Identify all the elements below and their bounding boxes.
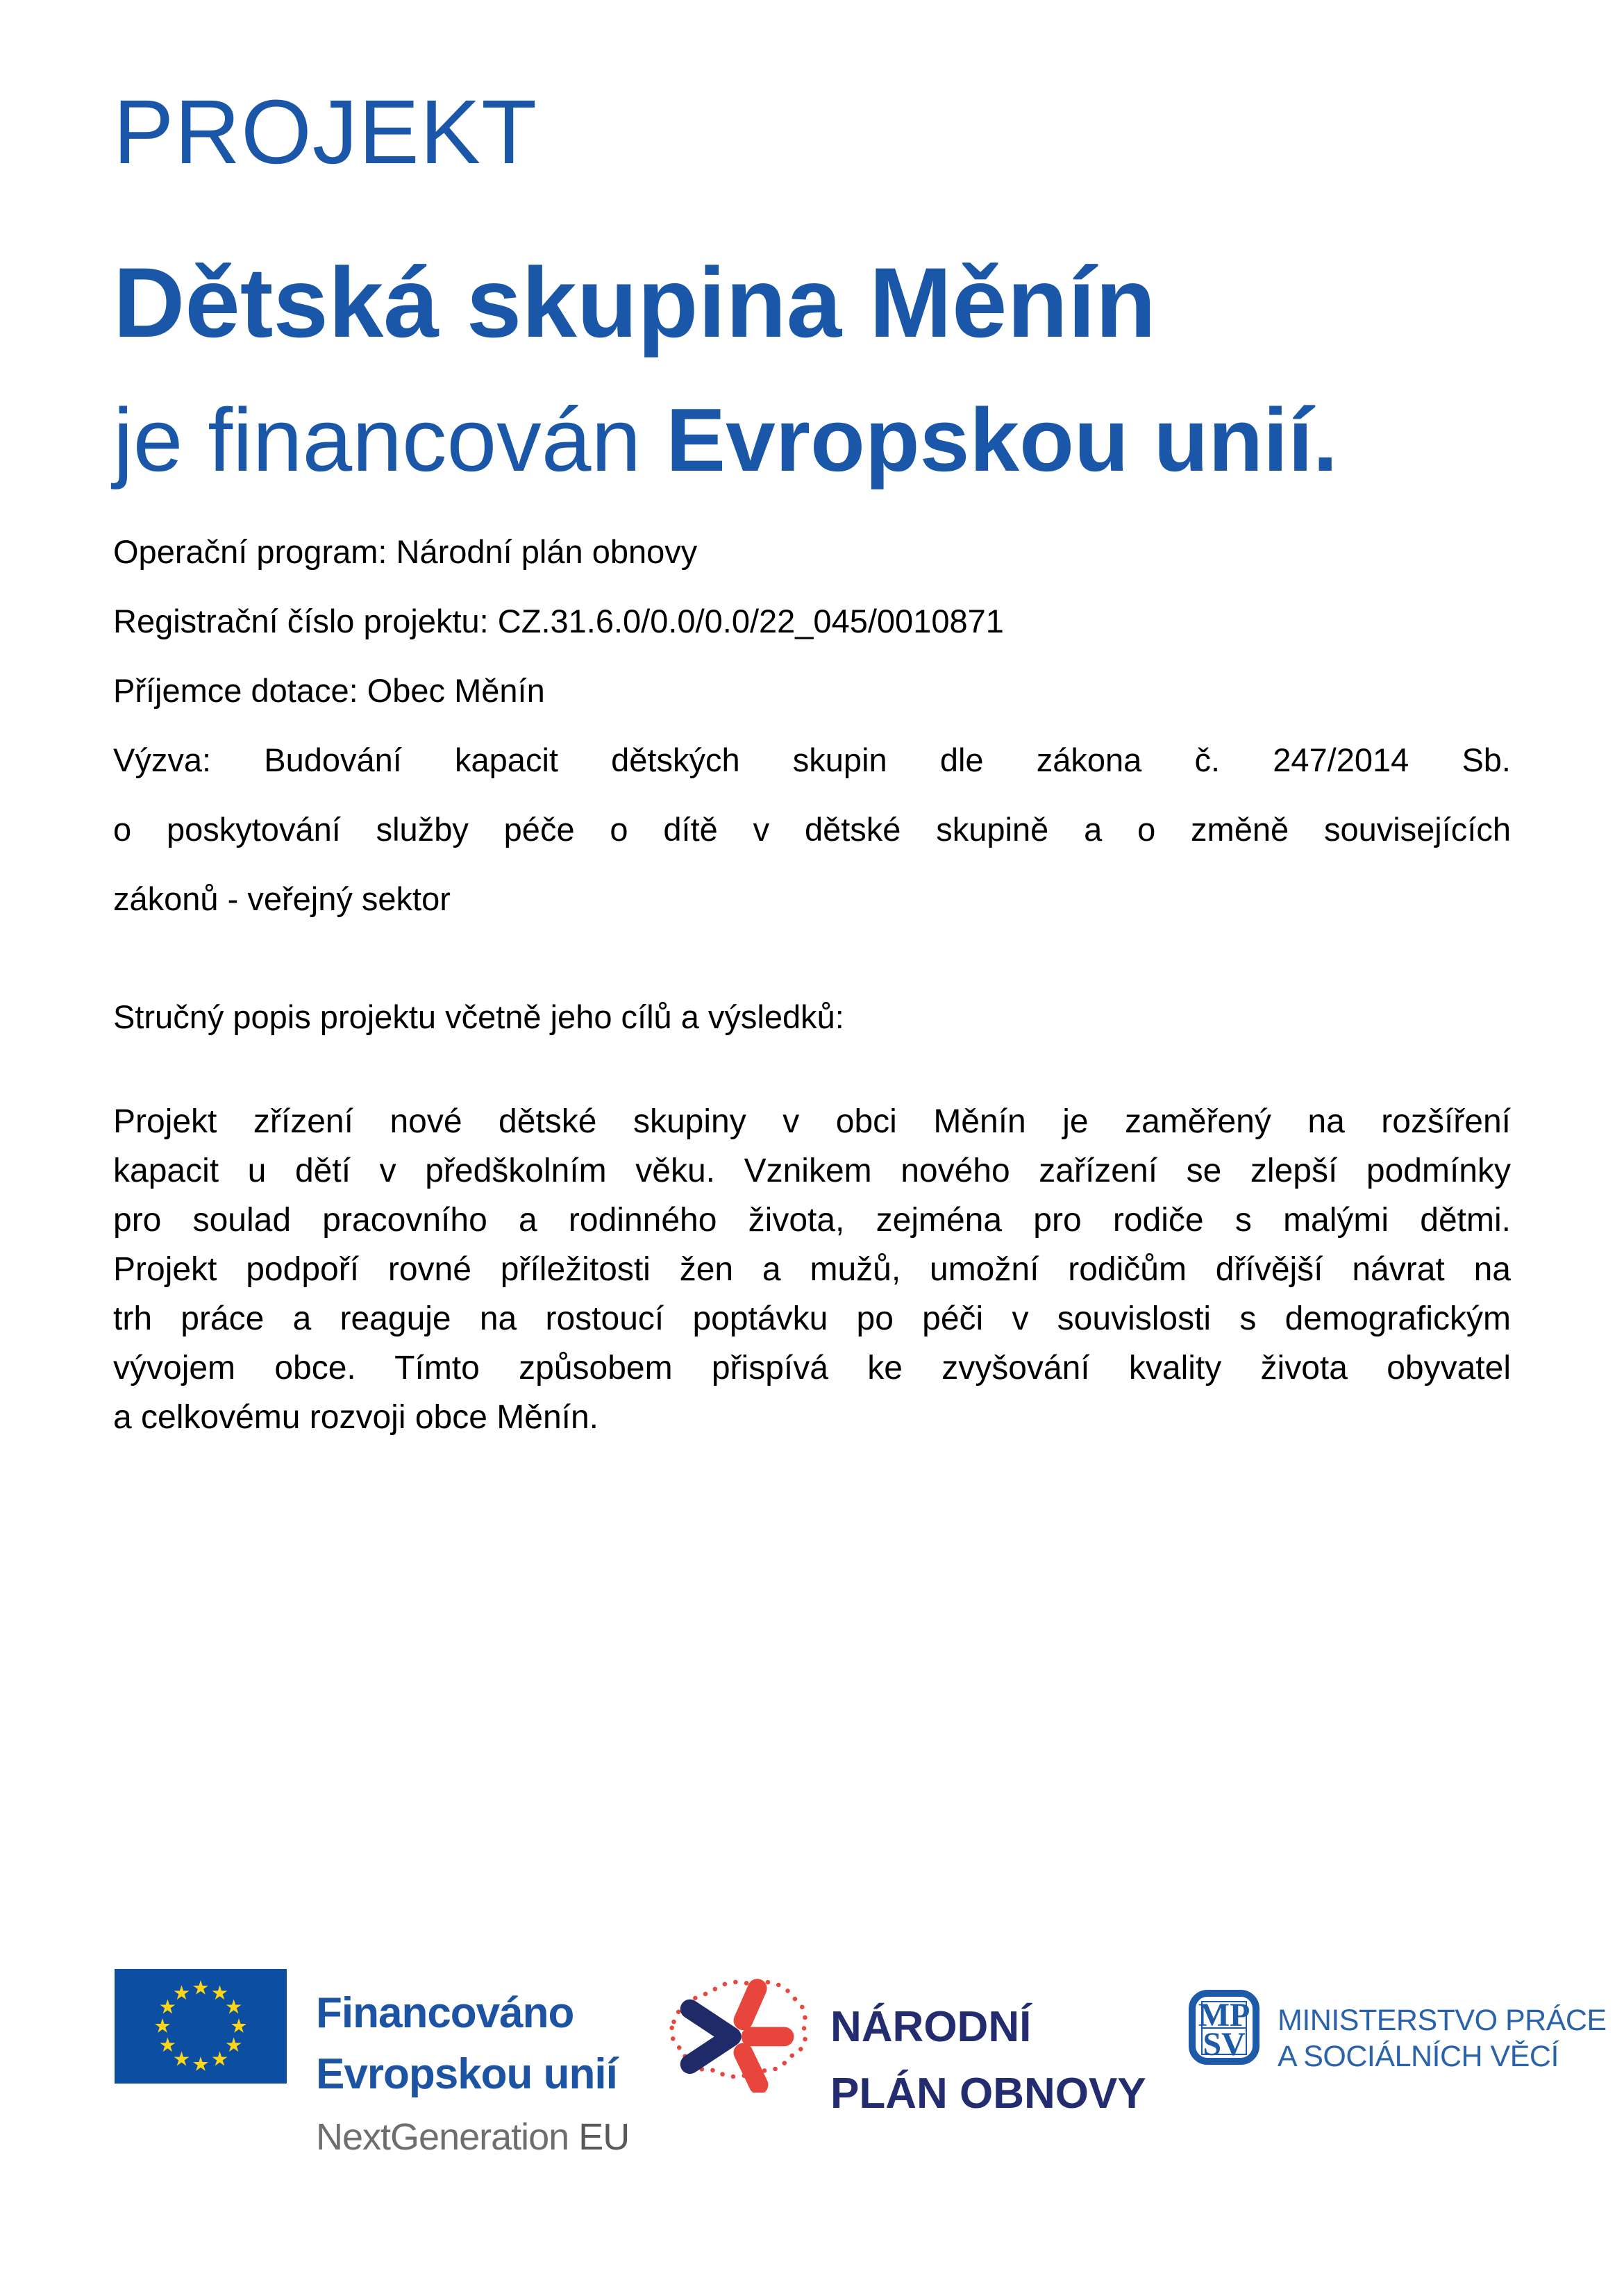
info-line-call-3: zákonů - veřejný sektor bbox=[113, 880, 451, 917]
page-title: Dětská skupina Měnín bbox=[113, 248, 1156, 358]
description-line: Projekt zřízení nové dětské skupiny v obci Měnín je zaměřený na rozšíření bbox=[113, 1103, 1511, 1140]
description-line: Projekt podpoří rovné příležitosti žen a mužů, umožní rodičům dřívější návrat na bbox=[113, 1251, 1511, 1288]
description-paragraph bbox=[113, 1097, 1511, 1442]
eu-wordmark-line2: Evropskou unií bbox=[316, 2050, 617, 2098]
info-line-call-1: Výzva: Budování kapacit dětských skupin dle zákona č. 247/2014 Sb. bbox=[113, 741, 1511, 778]
npo-wordmark-line2: PLÁN OBNOVY bbox=[830, 2070, 1146, 2118]
description-heading: Stručný popis projektu včetně jeho cílů a výsledků: bbox=[113, 998, 844, 1035]
npo-logo-icon bbox=[661, 1970, 815, 2096]
eu-wordmark-line1: Financováno bbox=[316, 1989, 574, 2037]
info-line-beneficiary: Příjemce dotace: Obec Měnín bbox=[113, 672, 545, 709]
subtitle-bold-text: Evropskou unií. bbox=[666, 390, 1338, 490]
npo-wordmark-line1: NÁRODNÍ bbox=[830, 2003, 1032, 2051]
eu-funding-wordmark bbox=[316, 1983, 629, 2165]
eu-wordmark-line3 bbox=[316, 2109, 629, 2165]
svg-text:MP: MP bbox=[1198, 1997, 1250, 2034]
description-line: kapacit u dětí v předškolním věku. Vznikem nového zařízení se zlepší podmínky bbox=[113, 1153, 1511, 1189]
mpsv-wordmark bbox=[1278, 2002, 1607, 2075]
mpsv-wordmark-line1: MINISTERSTVO PRÁCE bbox=[1278, 2004, 1607, 2037]
eu-flag-icon bbox=[115, 1969, 287, 2087]
project-info-block bbox=[113, 517, 1511, 934]
mpsv-wordmark-line2: A SOCIÁLNÍCH VĚCÍ bbox=[1278, 2040, 1559, 2073]
nextgeneration-text: NextGeneration bbox=[316, 2116, 569, 2158]
description-line: pro soulad pracovního a rodinného života, zejména pro rodiče s malými dětmi. bbox=[113, 1202, 1511, 1239]
info-line-call-2: o poskytování služby péče o dítě v dětské skupině a o změně souvisejících bbox=[113, 811, 1511, 848]
nextgeneration-eu-text: EU bbox=[578, 2116, 630, 2158]
mpsv-logo-icon bbox=[1189, 1990, 1259, 2068]
description-line: vývojem obce. Tímto způsobem přispívá ke zvyšování kvality života obyvatel bbox=[113, 1350, 1511, 1386]
npo-wordmark bbox=[830, 1994, 1146, 2127]
funding-subtitle bbox=[113, 389, 1511, 492]
info-line-operational-program: Operační program: Národní plán obnovy bbox=[113, 533, 698, 570]
info-line-registration-number: Registrační číslo projektu: CZ.31.6.0/0.0/0.0/22_045/0010871 bbox=[113, 603, 1004, 639]
svg-text:SV: SV bbox=[1203, 2026, 1246, 2063]
project-kicker: PROJEKT bbox=[113, 81, 538, 183]
description-line: trh práce a reaguje na rostoucí poptávku po péči v souvislosti s demografickým bbox=[113, 1300, 1511, 1337]
description-line: a celkovému rozvoji obce Měnín. bbox=[113, 1399, 598, 1436]
subtitle-regular-text: je financován bbox=[113, 390, 667, 490]
